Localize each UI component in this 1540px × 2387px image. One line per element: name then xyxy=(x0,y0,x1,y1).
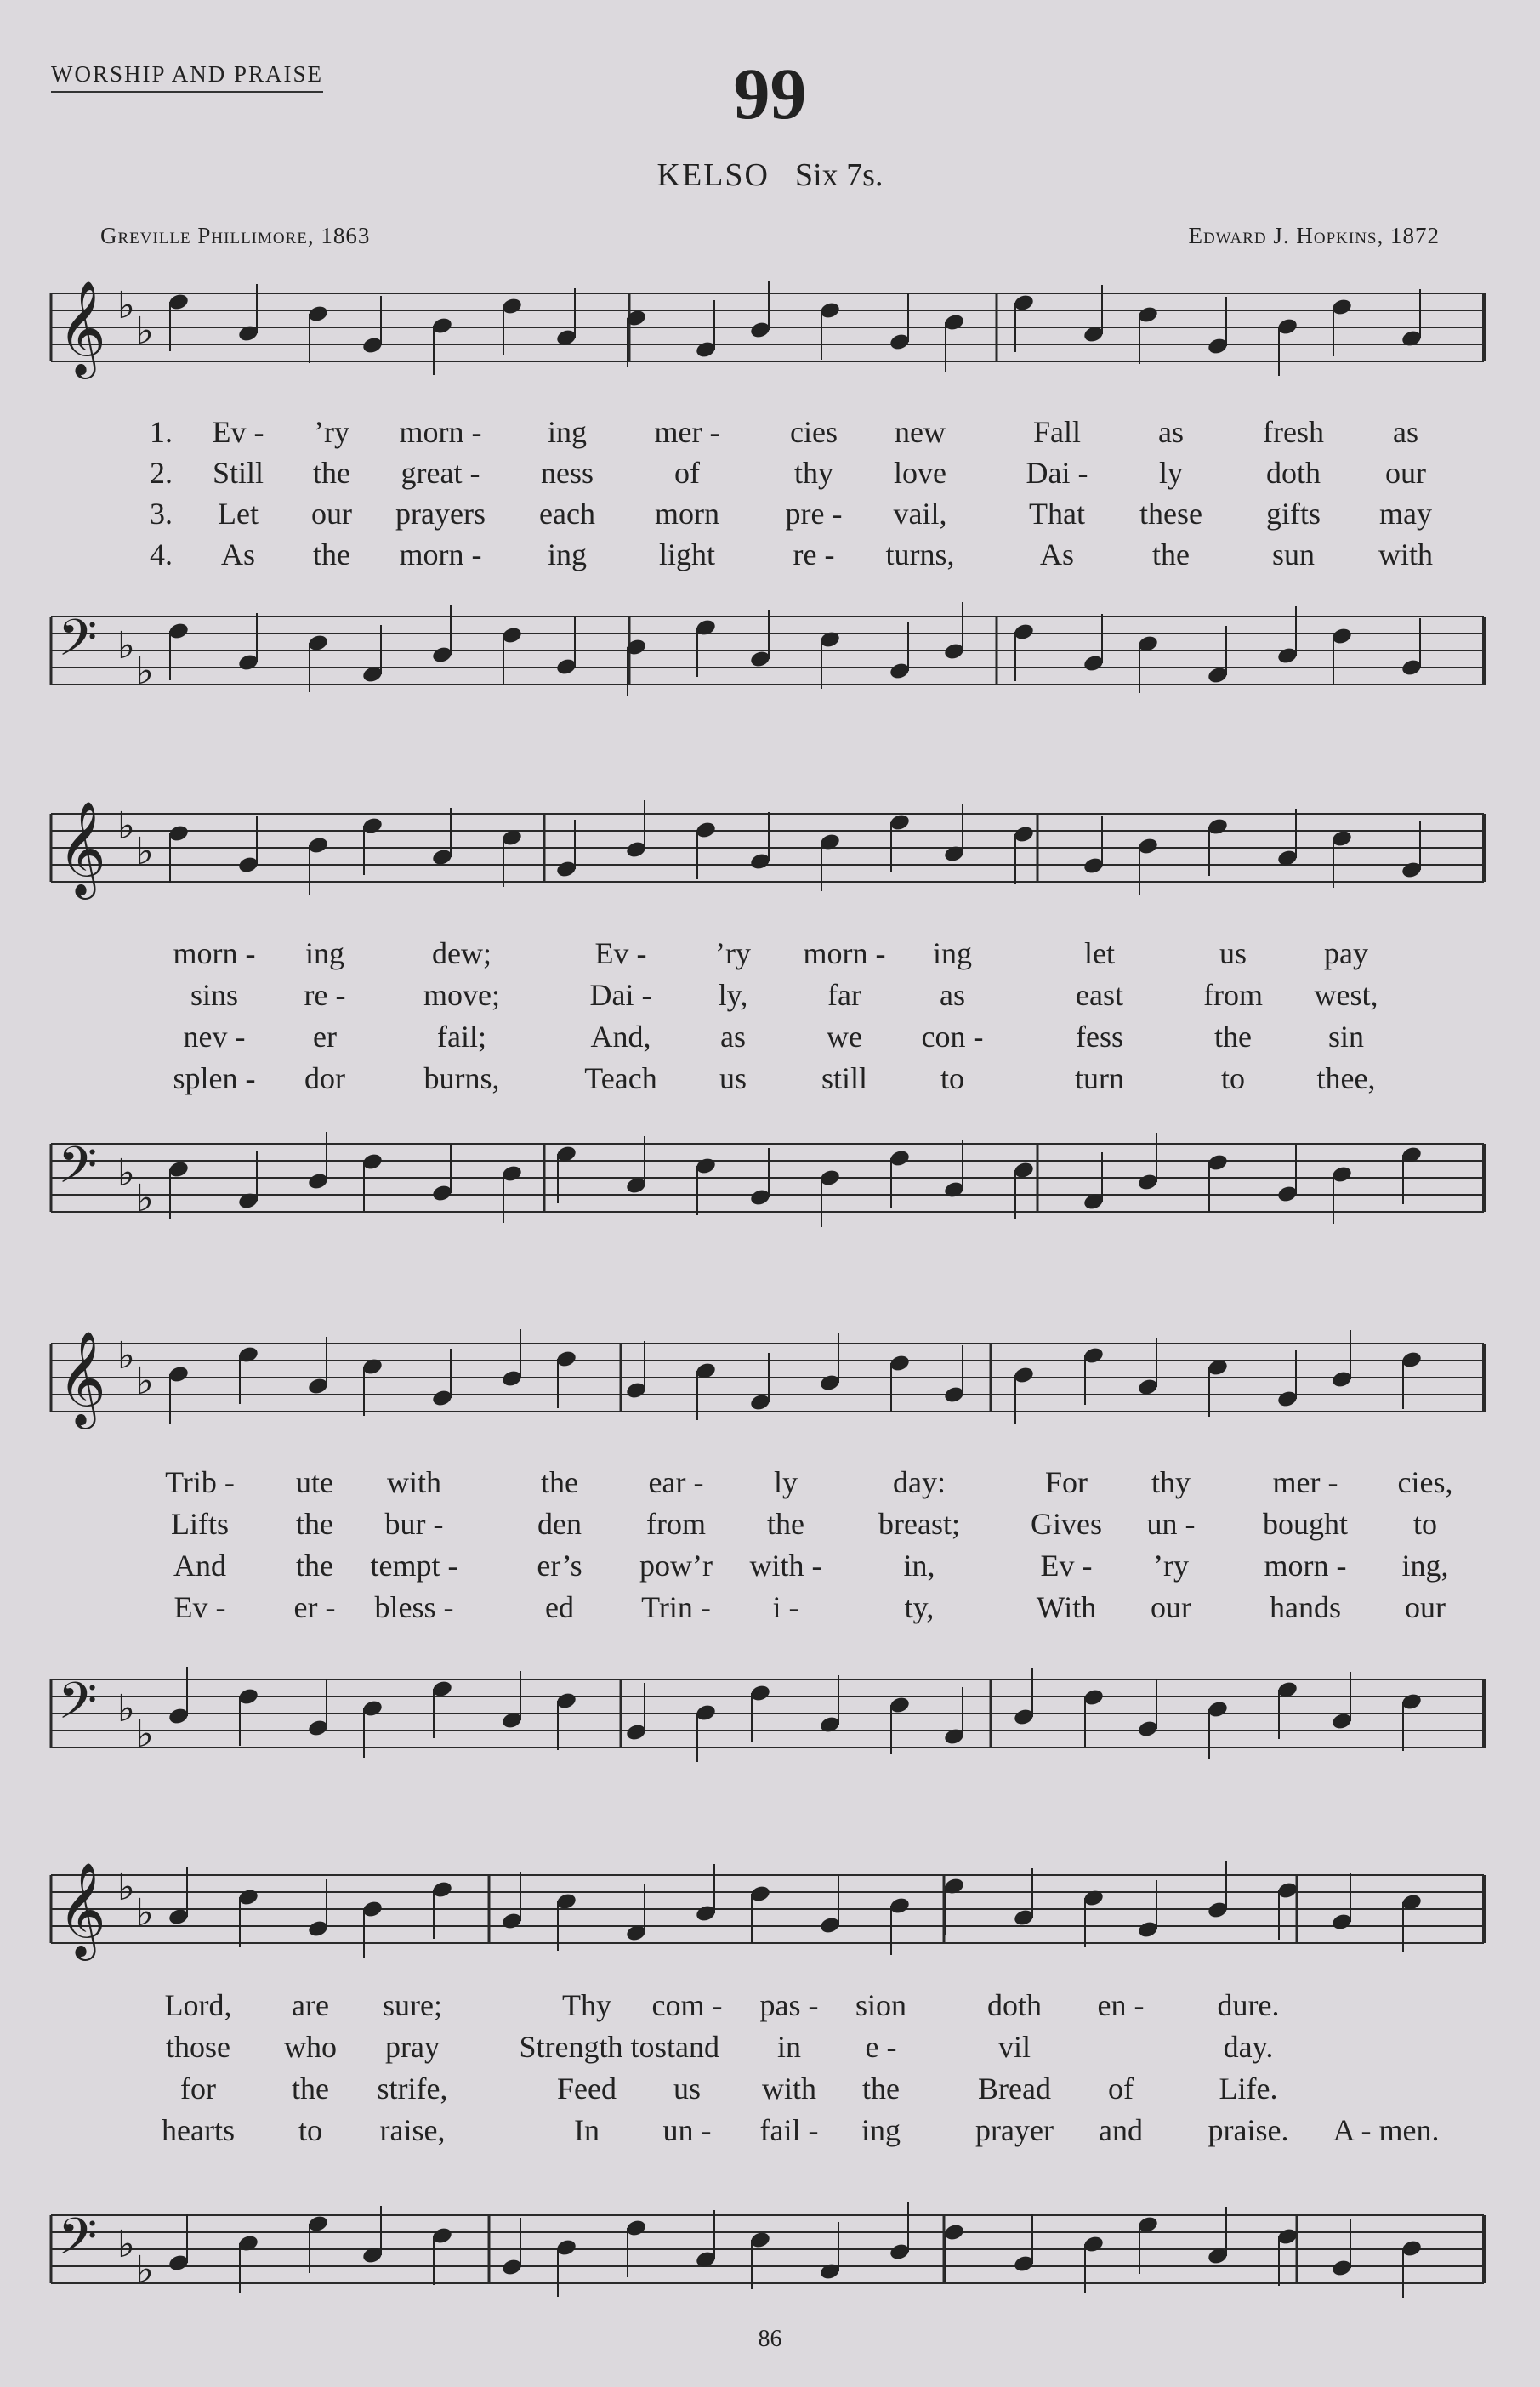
lyric-syllable: Still xyxy=(212,456,264,490)
lyric-syllable: That xyxy=(1029,497,1085,531)
lyric-syllable: our xyxy=(1405,1590,1446,1624)
lyric-syllable: east xyxy=(1076,978,1123,1012)
lyric-syllable: sure; xyxy=(383,1988,442,2022)
lyric-syllable: move; xyxy=(423,978,500,1012)
lyric-syllable: as xyxy=(720,1020,746,1054)
lyric-syllable: as xyxy=(1393,415,1418,449)
lyric-syllable: Trin - xyxy=(641,1590,711,1624)
lyric-syllable: our xyxy=(311,497,352,531)
flat-sign-icon: ♭ xyxy=(117,804,135,848)
lyric-syllable: light xyxy=(658,537,716,571)
meter: Six 7s. xyxy=(794,157,884,193)
lyric-syllable: As xyxy=(220,537,256,571)
verse-row xyxy=(0,977,1540,1018)
verse-row xyxy=(0,496,1540,537)
lyric-syllable: Trib - xyxy=(165,1465,235,1499)
verse-row xyxy=(0,537,1540,577)
lyric-syllable: in xyxy=(776,2030,802,2064)
lyric-syllable: tempt - xyxy=(370,1549,458,1583)
lyric-syllable: Feed xyxy=(557,2072,617,2106)
verse-row xyxy=(0,2071,1540,2111)
lyric-syllable: morn - xyxy=(399,537,482,571)
flat-sign-icon: ♭ xyxy=(117,2223,135,2266)
lyric-syllable: us xyxy=(673,2072,702,2106)
lyric-syllable: sion xyxy=(855,1988,907,2022)
lyric-syllable: As xyxy=(1039,537,1075,571)
lyric-syllable: from xyxy=(646,1507,706,1541)
lyric-syllable: ing, xyxy=(1401,1549,1449,1583)
lyric-syllable: con - xyxy=(921,1020,984,1054)
lyric-syllable: breast; xyxy=(878,1507,960,1541)
lyric-syllable: the xyxy=(862,2072,900,2106)
lyric-syllable: morn - xyxy=(173,936,256,970)
author-credit: Greville Phillimore, 1863 xyxy=(100,223,371,248)
lyric-syllable: splen - xyxy=(173,1061,256,1095)
lyric-syllable: with xyxy=(1378,537,1434,571)
verse-row xyxy=(0,2029,1540,2070)
lyric-syllable: prayers xyxy=(395,497,486,531)
lyric-syllable: Bread xyxy=(978,2072,1051,2106)
lyric-syllable: the xyxy=(1152,537,1190,571)
lyric-syllable: And xyxy=(173,1549,226,1583)
lyric-syllable: with xyxy=(761,2072,817,2106)
lyric-syllable: pre - xyxy=(785,497,843,531)
lyric-syllable: ute xyxy=(296,1465,333,1499)
lyric-syllable: com - xyxy=(651,1988,723,2022)
verse-row xyxy=(0,1060,1540,1101)
bass-clef-icon: 𝄢 xyxy=(58,1671,98,1742)
lyric-syllable: dor xyxy=(304,1061,345,1095)
lyric-syllable: day: xyxy=(893,1465,946,1499)
system-3-bass-staff xyxy=(0,1671,1540,1756)
lyric-syllable: un - xyxy=(1146,1507,1196,1541)
lyric-syllable: and xyxy=(1099,2113,1143,2147)
verse-row xyxy=(0,1506,1540,1547)
system-4-treble-staff xyxy=(0,1861,1540,1957)
lyric-syllable: turns, xyxy=(885,537,955,571)
lyric-syllable: as xyxy=(940,978,965,1012)
lyric-syllable: praise. xyxy=(1208,2113,1289,2147)
lyric-syllable: new xyxy=(895,415,946,449)
lyric-syllable: For xyxy=(1044,1465,1088,1499)
lyric-syllable: bless - xyxy=(374,1590,454,1624)
lyric-syllable: the xyxy=(296,1507,333,1541)
lyric-syllable: Gives xyxy=(1031,1507,1102,1541)
lyric-syllable: ing xyxy=(547,415,588,449)
lyric-syllable: fail; xyxy=(437,1020,486,1054)
lyric-syllable: cies xyxy=(790,415,838,449)
lyric-syllable: gifts xyxy=(1265,497,1321,531)
lyric-syllable: ear - xyxy=(648,1465,704,1499)
lyric-syllable: den xyxy=(537,1507,582,1541)
lyric-syllable: ly, xyxy=(718,978,748,1012)
lyric-syllable: ’ry xyxy=(1153,1549,1189,1583)
lyric-syllable: ing xyxy=(547,537,588,571)
lyric-syllable: to xyxy=(1220,1061,1246,1095)
flat-sign-icon: ♭ xyxy=(117,1151,135,1195)
lyric-syllable: the xyxy=(296,1549,333,1583)
system-1-treble-staff xyxy=(0,280,1540,375)
lyric-syllable: burns, xyxy=(423,1061,500,1095)
lyric-syllable: in, xyxy=(903,1549,935,1583)
lyric-syllable: still xyxy=(821,1061,868,1095)
lyric-syllable: Strength to xyxy=(519,2030,655,2064)
lyric-syllable: the xyxy=(313,537,350,571)
lyric-syllable: ’ry xyxy=(715,936,751,970)
lyric-syllable: morn xyxy=(655,497,719,531)
lyric-syllable: fail - xyxy=(759,2113,819,2147)
lyric-syllable: re - xyxy=(793,537,835,571)
flat-sign-icon: ♭ xyxy=(136,310,154,353)
lyric-syllable: far xyxy=(827,978,861,1012)
lyric-syllable: each xyxy=(539,497,595,531)
lyric-syllable: strife, xyxy=(377,2072,448,2106)
lyric-syllable: who xyxy=(284,2030,337,2064)
lyric-syllable: the xyxy=(292,2072,329,2106)
lyric-syllable: ing xyxy=(932,936,973,970)
lyric-syllable: dure. xyxy=(1217,1988,1280,2022)
flat-sign-icon: ♭ xyxy=(136,1713,154,1756)
lyric-syllable: to xyxy=(940,1061,965,1095)
flat-sign-icon: ♭ xyxy=(117,1687,135,1731)
lyric-syllable: these xyxy=(1139,497,1202,531)
lyric-syllable: thy xyxy=(1151,1465,1191,1499)
lyric-syllable: doth xyxy=(1265,456,1321,490)
verse-row xyxy=(0,455,1540,496)
lyric-syllable: to xyxy=(1412,1507,1438,1541)
lyric-syllable: thee, xyxy=(1316,1061,1376,1095)
section-title: WORSHIP AND PRAISE xyxy=(51,61,323,93)
verse-row xyxy=(0,1589,1540,1630)
lyric-syllable: ing xyxy=(304,936,345,970)
lyric-syllable: re - xyxy=(304,978,346,1012)
flat-sign-icon: ♭ xyxy=(136,830,154,873)
system-3-treble-staff xyxy=(0,1330,1540,1425)
lyric-syllable: fresh xyxy=(1263,415,1324,449)
lyric-syllable: pray xyxy=(385,2030,440,2064)
system-1-bass-staff xyxy=(0,608,1540,693)
lyric-syllable: A - men. xyxy=(1333,2113,1440,2147)
lyric-syllable: bought xyxy=(1262,1507,1349,1541)
lyric-syllable: er’s xyxy=(537,1549,582,1583)
flat-sign-icon: ♭ xyxy=(136,650,154,693)
lyric-syllable: With xyxy=(1036,1590,1097,1624)
lyric-syllable: the xyxy=(313,456,350,490)
flat-sign-icon: ♭ xyxy=(117,1866,135,1909)
lyric-syllable: Lord, xyxy=(164,1988,232,2022)
lyric-syllable: pay xyxy=(1324,936,1368,970)
lyric-syllable: sin xyxy=(1327,1020,1365,1054)
lyric-syllable: e - xyxy=(865,2030,897,2064)
tune-line xyxy=(0,156,1540,194)
verse-row xyxy=(0,2112,1540,2153)
lyric-syllable: for xyxy=(180,2072,216,2106)
lyric-syllable: turn xyxy=(1075,1061,1124,1095)
lyric-syllable: fess xyxy=(1076,1020,1123,1054)
lyric-syllable: stand xyxy=(655,2030,719,2064)
lyric-syllable: er xyxy=(313,1020,337,1054)
lyric-syllable: Ev - xyxy=(212,415,264,449)
lyric-syllable: Let xyxy=(218,497,259,531)
verse-row xyxy=(0,414,1540,455)
lyric-syllable: ty, xyxy=(904,1590,935,1624)
lyric-syllable: hearts xyxy=(162,2113,235,2147)
lyric-syllable: are xyxy=(292,1988,329,2022)
lyric-syllable: un - xyxy=(662,2113,712,2147)
lyric-syllable: the xyxy=(767,1507,804,1541)
lyric-syllable: sun xyxy=(1271,537,1316,571)
lyric-syllable: Ev - xyxy=(594,936,647,970)
lyric-syllable: hands xyxy=(1270,1590,1341,1624)
lyric-syllable: Fall xyxy=(1032,415,1082,449)
lyric-syllable: morn - xyxy=(1264,1549,1347,1583)
lyric-syllable: ed xyxy=(545,1590,574,1624)
lyric-syllable: thy xyxy=(793,456,834,490)
lyric-syllable: the xyxy=(541,1465,578,1499)
lyric-syllable: ness xyxy=(541,456,594,490)
verse-row xyxy=(0,1548,1540,1588)
lyric-syllable: morn - xyxy=(803,936,886,970)
lyric-syllable: Ev - xyxy=(173,1590,226,1624)
flat-sign-icon: ♭ xyxy=(117,624,135,668)
lyric-syllable: with xyxy=(386,1465,442,1499)
treble-clef-icon: 𝄞 xyxy=(58,800,106,895)
lyric-syllable: ’ry xyxy=(314,415,349,449)
lyric-syllable: the xyxy=(1214,1020,1252,1054)
lyric-syllable: Lifts xyxy=(171,1507,229,1541)
lyric-syllable: as xyxy=(1158,415,1184,449)
lyric-syllable: pas - xyxy=(759,1988,819,2022)
lyric-syllable: of xyxy=(674,456,700,490)
flat-sign-icon: ♭ xyxy=(117,284,135,327)
lyric-syllable: prayer xyxy=(975,2113,1054,2147)
bass-clef-icon: 𝄢 xyxy=(58,608,98,679)
lyric-syllable: In xyxy=(574,2113,600,2147)
verse-number: 3. xyxy=(150,497,173,531)
lyric-syllable: cies, xyxy=(1397,1465,1453,1499)
lyric-syllable: sins xyxy=(190,978,239,1012)
lyric-syllable: us xyxy=(719,1061,747,1095)
flat-sign-icon: ♭ xyxy=(117,1334,135,1378)
tune-name: KELSO xyxy=(656,157,770,193)
page-number: 86 xyxy=(758,2326,782,2352)
lyric-syllable: morn - xyxy=(399,415,482,449)
bass-clef-icon: 𝄢 xyxy=(58,2207,98,2278)
lyric-syllable: doth xyxy=(986,1988,1043,2022)
lyric-syllable: we xyxy=(827,1020,862,1054)
lyric-syllable: from xyxy=(1203,978,1263,1012)
system-2-bass-staff xyxy=(0,1135,1540,1220)
lyric-syllable: vil xyxy=(997,2030,1031,2064)
lyric-syllable: Life. xyxy=(1219,2072,1278,2106)
lyric-syllable: dew; xyxy=(432,936,492,970)
treble-clef-icon: 𝄞 xyxy=(58,1861,106,1957)
system-2-treble-staff xyxy=(0,800,1540,895)
lyric-syllable: west, xyxy=(1314,978,1378,1012)
lyric-syllable: ing xyxy=(861,2113,901,2147)
lyric-syllable: our xyxy=(1385,456,1426,490)
lyric-syllable: ly xyxy=(1158,456,1184,490)
lyric-syllable: i - xyxy=(772,1590,799,1624)
lyric-syllable: er - xyxy=(293,1590,336,1624)
flat-sign-icon: ♭ xyxy=(136,1177,154,1220)
lyric-syllable: ly xyxy=(773,1465,798,1499)
lyric-syllable: our xyxy=(1151,1590,1191,1624)
treble-clef-icon: 𝄞 xyxy=(58,1330,106,1425)
hymn-number: 99 xyxy=(733,53,807,134)
lyric-syllable: love xyxy=(894,456,946,490)
lyric-syllable: great - xyxy=(401,456,480,490)
flat-sign-icon: ♭ xyxy=(136,2248,154,2292)
lyric-syllable: mer - xyxy=(654,415,720,449)
treble-clef-icon: 𝄞 xyxy=(58,280,106,375)
verse-row xyxy=(0,935,1540,976)
lyric-syllable: raise, xyxy=(379,2113,446,2147)
verse-number: 4. xyxy=(150,537,173,571)
lyric-syllable: nev - xyxy=(183,1020,246,1054)
lyric-syllable: Ev - xyxy=(1040,1549,1093,1583)
lyric-syllable: Dai - xyxy=(589,978,652,1012)
lyric-syllable: day. xyxy=(1223,2030,1274,2064)
lyric-syllable: en - xyxy=(1097,1988,1145,2022)
lyric-syllable: bur - xyxy=(384,1507,444,1541)
lyric-syllable: mer - xyxy=(1272,1465,1338,1499)
lyric-syllable: vail, xyxy=(893,497,947,531)
flat-sign-icon: ♭ xyxy=(136,1891,154,1935)
verse-number: 2. xyxy=(150,456,173,490)
lyric-syllable: let xyxy=(1084,936,1115,970)
lyric-syllable: Teach xyxy=(584,1061,657,1095)
system-4-bass-staff xyxy=(0,2207,1540,2292)
lyric-syllable: Thy xyxy=(562,1988,611,2022)
lyric-syllable: pow’r xyxy=(639,1549,713,1583)
lyric-syllable: of xyxy=(1108,2072,1134,2106)
lyric-syllable: with - xyxy=(749,1549,822,1583)
bass-clef-icon: 𝄢 xyxy=(58,1135,98,1207)
composer-credit: Edward J. Hopkins, 1872 xyxy=(1188,223,1440,248)
lyric-syllable: Dai - xyxy=(1026,456,1088,490)
verse-row xyxy=(0,1464,1540,1505)
lyric-syllable: And, xyxy=(590,1020,651,1054)
lyric-syllable: may xyxy=(1379,497,1432,531)
verse-row xyxy=(0,1019,1540,1060)
lyric-syllable: us xyxy=(1219,936,1247,970)
verse-number: 1. xyxy=(150,415,173,449)
lyric-syllable: to xyxy=(298,2113,323,2147)
lyric-syllable: those xyxy=(166,2030,230,2064)
flat-sign-icon: ♭ xyxy=(136,1360,154,1403)
verse-row xyxy=(0,1987,1540,2028)
